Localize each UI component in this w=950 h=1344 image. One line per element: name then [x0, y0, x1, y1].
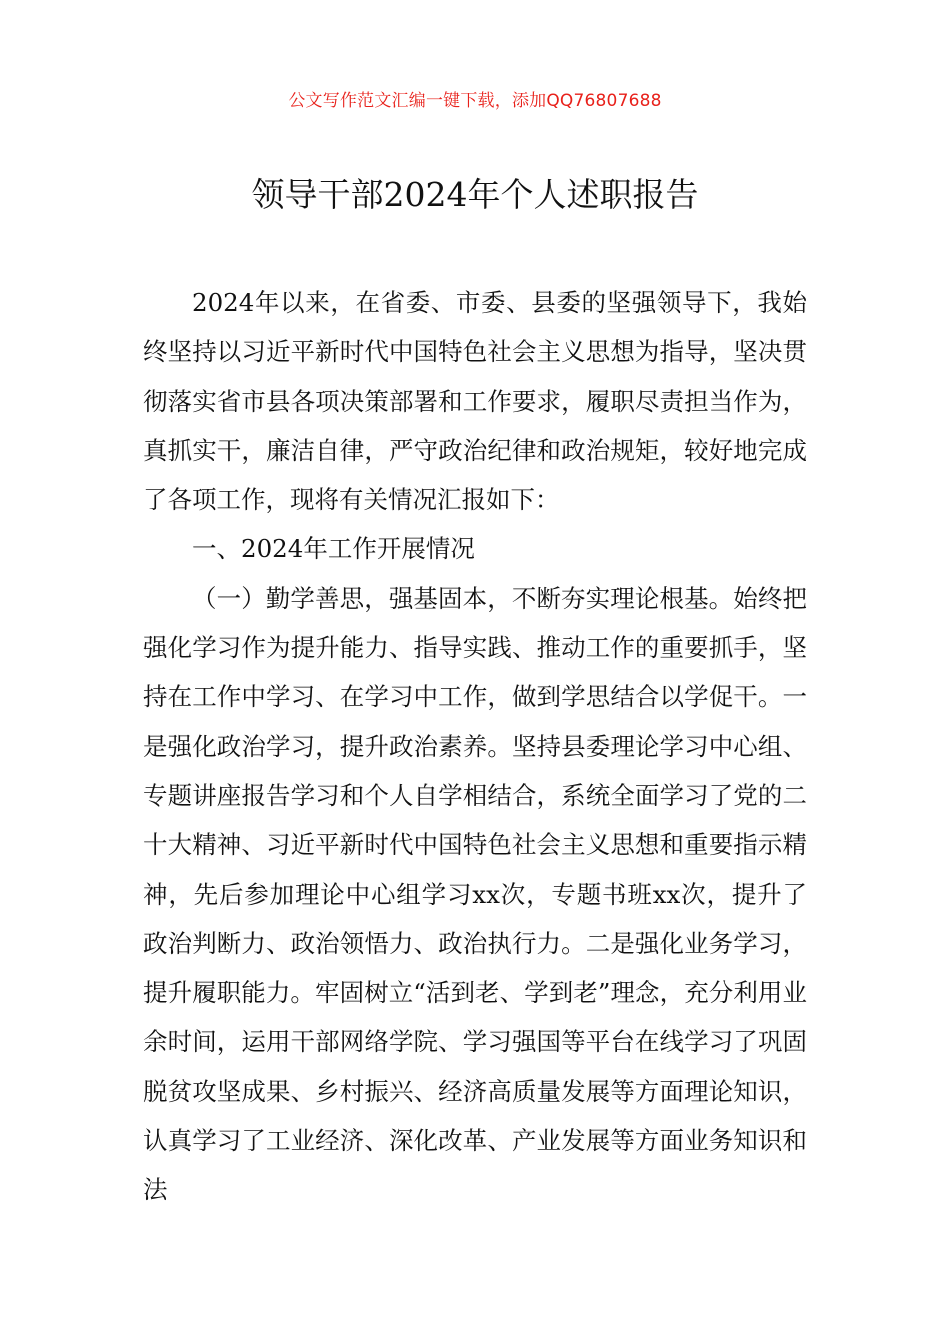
subsection-paragraph: （一）勤学善思，强基固本，不断夯实理论根基。始终把强化学习作为提升能力、指导实践、推动工作的重要抓手，坚持在工作中学习、在学习中工作，做到学思结合以学促干。一是强化政治学习，提升政治素养。坚持县委理论学习中心组、专题讲座报告学习和个人自学相结合，系统全面学习了党的二十大精神、习近平新时代中国特色社会主义思想和重要指示精神，先后参加理论中心组学习xx次，专题书班xx次，提升了政治判断力、政治领悟力、政治执行力。二是强化业务学习，提升履职能力。牢固树立“活到老、学到老”理念，充分利用业余时间，运用干部网络学院、学习强国等平台在线学习了巩固脱贫攻坚成果、乡村振兴、经济高质量发展等方面理论知识，认真学习了工业经济、深化改革、产业发展等方面业务知识和法	[143, 583, 807, 1205]
intro-paragraph: 2024年以来，在省委、市委、县委的坚强领导下，我始终坚持以习近平新时代中国特色社会主义思想为指导，坚决贯彻落实省市县各项决策部署和工作要求，履职尽责担当作为，真抓实干，廉洁自律，严守政治纪律和政治规矩，较好地完成了各项工作，现将有关情况汇报如下：	[143, 288, 807, 515]
download-banner: 公文写作范文汇编一键下载，添加QQ76807688	[288, 91, 662, 111]
document-body	[143, 278, 807, 1215]
section-heading: 一、2024年工作开展情况	[192, 534, 475, 564]
document-title: 领导干部2024年个人述职报告	[251, 175, 699, 214]
